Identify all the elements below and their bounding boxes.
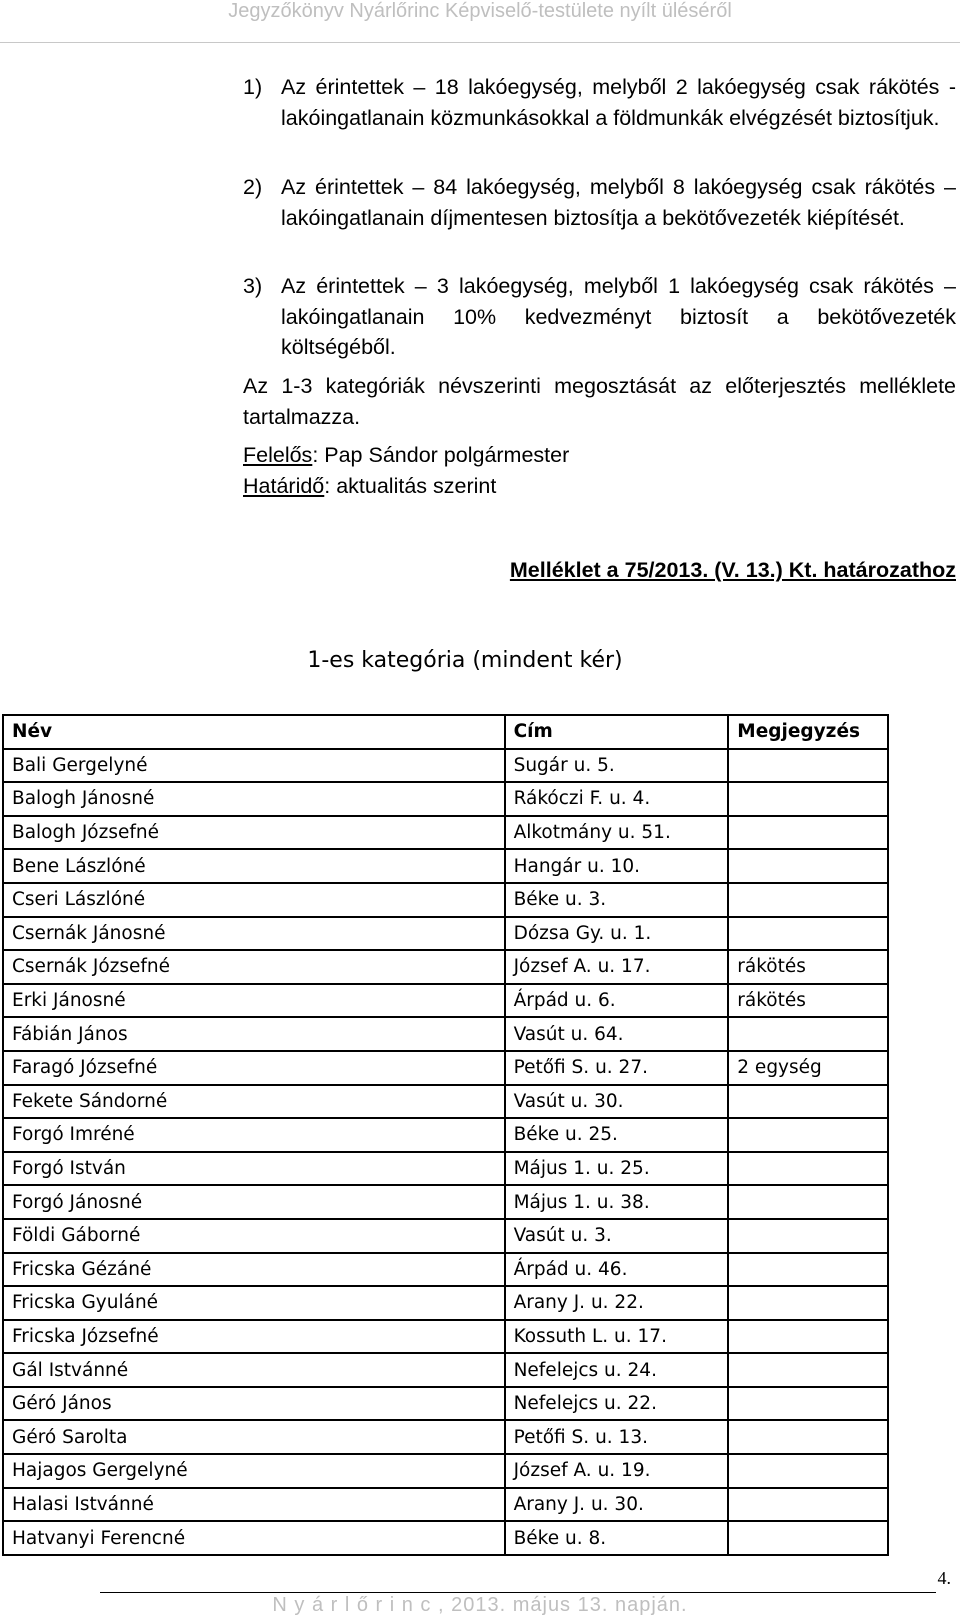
table-row [3,1219,888,1253]
cell-name: Fricska Gézáné [3,1253,505,1287]
list-item-number: 3) [243,274,263,298]
cell-address: Sugár u. 5. [505,749,729,783]
cell-address: József A. u. 19. [505,1454,729,1488]
cell-note [728,1387,888,1421]
cell-address: Petőfi S. u. 27. [505,1051,729,1085]
list-item-text: Az érintettek – 3 lakóegység, melyből 1 lakóegység csak rákötés – lakóingatlanain 10% kedvezményt biztosít a bekötővezeték költségéből. [281,274,956,359]
deadline-value: : aktualitás szerint [324,474,497,498]
cell-address: Május 1. u. 38. [505,1185,729,1219]
list-item-number: 1) [243,75,263,99]
page-number: 4. [937,1568,951,1588]
cell-name: Forgó Jánosné [3,1185,505,1219]
table-body [3,749,888,1555]
table-row [3,950,888,984]
cell-note [728,816,888,850]
list-item-1 [243,72,956,133]
annex-reference-paragraph: Az 1-3 kategóriák névszerinti megosztását az előterjesztés melléklete tartalmazza. [243,374,956,429]
cell-note [728,883,888,917]
list-item-text: Az érintettek – 84 lakóegység, melyből 8 lakóegység csak rákötés – lakóingatlanain díjmentesen biztosítja a bekötővezeték kiépítését. [281,175,956,230]
header-divider [0,42,960,43]
cell-name: Faragó Józsefné [3,1051,505,1085]
table-row [3,1420,888,1454]
cell-note [728,1286,888,1320]
list-item-2 [243,172,956,233]
cell-address: Vasút u. 30. [505,1085,729,1119]
cell-note [728,917,888,951]
cell-address: Kossuth L. u. 17. [505,1320,729,1354]
table-row [3,1353,888,1387]
cell-address: Arany J. u. 22. [505,1286,729,1320]
list-item-text: Az érintettek – 18 lakóegység, melyből 2 lakóegység csak rákötés - lakóingatlanain közmunkásokkal a földmunkák elvégzését biztosítjuk. [281,75,956,130]
responsible-line [243,440,569,470]
document-footer: N y á r l ő r i n c , 2013. május 13. napján. [272,1594,688,1616]
cell-note [728,1253,888,1287]
cell-note [728,849,888,883]
table-row [3,883,888,917]
table-row [3,1051,888,1085]
cell-note [728,1454,888,1488]
table-row [3,984,888,1018]
list-item-3 [243,271,956,363]
cell-name: Balogh Jánosné [3,782,505,816]
cell-note: rákötés [728,950,888,984]
column-header-note: Megjegyzés [728,715,888,749]
list-item-number: 2) [243,175,263,199]
table-row [3,1085,888,1119]
cell-note [728,749,888,783]
cell-name: Földi Gáborné [3,1219,505,1253]
table-row [3,749,888,783]
cell-address: Petőfi S. u. 13. [505,1420,729,1454]
cell-address: Vasút u. 3. [505,1219,729,1253]
cell-name: Bali Gergelyné [3,749,505,783]
cell-address: Rákóczi F. u. 4. [505,782,729,816]
names-table [2,714,889,1556]
table-row [3,1185,888,1219]
table-row [3,1152,888,1186]
footer-divider [100,1592,936,1593]
cell-address: Béke u. 25. [505,1118,729,1152]
cell-address: Béke u. 3. [505,883,729,917]
cell-name: Fábián János [3,1017,505,1051]
responsible-label: Felelős [243,443,313,467]
cell-name: Forgó István [3,1152,505,1186]
cell-name: Géró János [3,1387,505,1421]
cell-name: Bene Lászlóné [3,849,505,883]
cell-note [728,1521,888,1555]
cell-address: Vasút u. 64. [505,1017,729,1051]
cell-note [728,1488,888,1522]
table-row [3,1320,888,1354]
cell-name: Fekete Sándorné [3,1085,505,1119]
document-header-title: Jegyzőkönyv Nyárlőrinc Képviselő-testülete nyílt üléséről [228,0,732,22]
cell-address: Dózsa Gy. u. 1. [505,917,729,951]
cell-address: Béke u. 8. [505,1521,729,1555]
column-header-address: Cím [505,715,729,749]
cell-note [728,782,888,816]
cell-note [728,1185,888,1219]
table-row [3,1387,888,1421]
table-header-row [3,715,888,749]
cell-name: Gál Istvánné [3,1353,505,1387]
cell-name: Erki Jánosné [3,984,505,1018]
cell-name: Balogh Józsefné [3,816,505,850]
cell-note: 2 egység [728,1051,888,1085]
cell-address: Árpád u. 46. [505,1253,729,1287]
cell-note [728,1017,888,1051]
cell-name: Géró Sarolta [3,1420,505,1454]
cell-address: József A. u. 17. [505,950,729,984]
cell-name: Hatvanyi Ferencné [3,1521,505,1555]
deadline-line [243,471,496,501]
table-row [3,1488,888,1522]
table-row [3,917,888,951]
cell-address: Hangár u. 10. [505,849,729,883]
cell-name: Csernák Jánosné [3,917,505,951]
cell-note: rákötés [728,984,888,1018]
cell-address: Május 1. u. 25. [505,1152,729,1186]
cell-name: Hajagos Gergelyné [3,1454,505,1488]
responsible-value: : Pap Sándor polgármester [312,443,570,467]
table-row [3,1521,888,1555]
cell-address: Árpád u. 6. [505,984,729,1018]
cell-address: Arany J. u. 30. [505,1488,729,1522]
table-row [3,1118,888,1152]
category-title: 1-es kategória (mindent kér) [307,648,623,673]
table-row [3,849,888,883]
cell-name: Forgó Imréné [3,1118,505,1152]
cell-name: Cseri Lászlóné [3,883,505,917]
cell-note [728,1219,888,1253]
cell-note [728,1085,888,1119]
cell-note [728,1118,888,1152]
annex-title: Melléklet a 75/2013. (V. 13.) Kt. határozathoz [509,558,956,582]
column-header-name: Név [3,715,505,749]
cell-address: Nefelejcs u. 22. [505,1387,729,1421]
table-row [3,1454,888,1488]
table-row [3,782,888,816]
table-row [3,1017,888,1051]
cell-note [728,1152,888,1186]
cell-address: Nefelejcs u. 24. [505,1353,729,1387]
cell-address: Alkotmány u. 51. [505,816,729,850]
cell-name: Fricska Gyuláné [3,1286,505,1320]
table-row [3,816,888,850]
deadline-label: Határidő [243,474,325,498]
cell-name: Csernák Józsefné [3,950,505,984]
table-row [3,1253,888,1287]
cell-note [728,1353,888,1387]
cell-note [728,1320,888,1354]
cell-note [728,1420,888,1454]
cell-name: Fricska Józsefné [3,1320,505,1354]
cell-name: Halasi Istvánné [3,1488,505,1522]
table-row [3,1286,888,1320]
